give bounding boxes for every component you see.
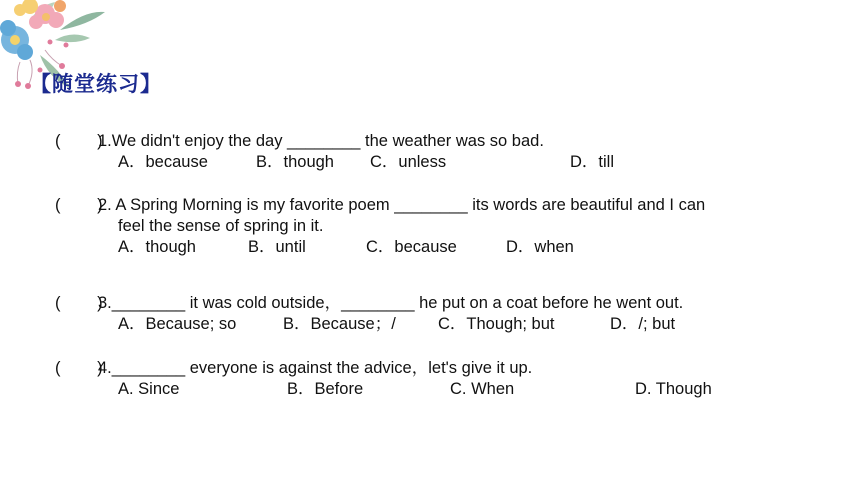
option-a: A．though	[118, 238, 196, 256]
option-c: C．Though; but	[438, 315, 555, 333]
option-d: D．till	[570, 153, 614, 171]
option-b: B．Before	[287, 380, 364, 398]
option-c: C．because	[366, 238, 457, 256]
question-stem: 3.________ it was cold outside，________ he put on a coat before he went out.	[98, 294, 684, 312]
option-b: B．until	[248, 238, 306, 256]
option-a: A．Because; so	[118, 315, 237, 333]
page-title: 【随堂练习】	[30, 72, 162, 96]
answer-blank[interactable]: ( )	[55, 294, 103, 312]
option-b: B．Because；/	[283, 315, 396, 333]
option-d: D．when	[506, 238, 574, 256]
question-stem: 2. A Spring Morning is my favorite poem ________ its words are beautiful and I can	[98, 196, 706, 214]
option-c: C. When	[450, 380, 515, 398]
question-stem: 1.We didn't enjoy the day ________ the weather was so bad.	[98, 132, 544, 150]
answer-blank[interactable]: ( )	[55, 196, 103, 214]
question-stem-continued: feel the sense of spring in it.	[118, 217, 324, 235]
question-3	[55, 293, 795, 337]
option-a: A. Since	[118, 380, 180, 398]
option-a: A．because	[118, 153, 208, 171]
option-d: D. Though	[635, 380, 712, 398]
question-1	[55, 131, 795, 175]
answer-blank[interactable]: ( )	[55, 359, 103, 377]
question-4	[55, 358, 795, 402]
option-b: B．though	[256, 153, 334, 171]
question-2	[55, 195, 795, 261]
question-stem: 4.________ everyone is against the advice，let's give it up.	[98, 359, 533, 377]
option-c: C．unless	[370, 153, 447, 171]
answer-blank[interactable]: ( )	[55, 132, 103, 150]
option-d: D．/; but	[610, 315, 676, 333]
